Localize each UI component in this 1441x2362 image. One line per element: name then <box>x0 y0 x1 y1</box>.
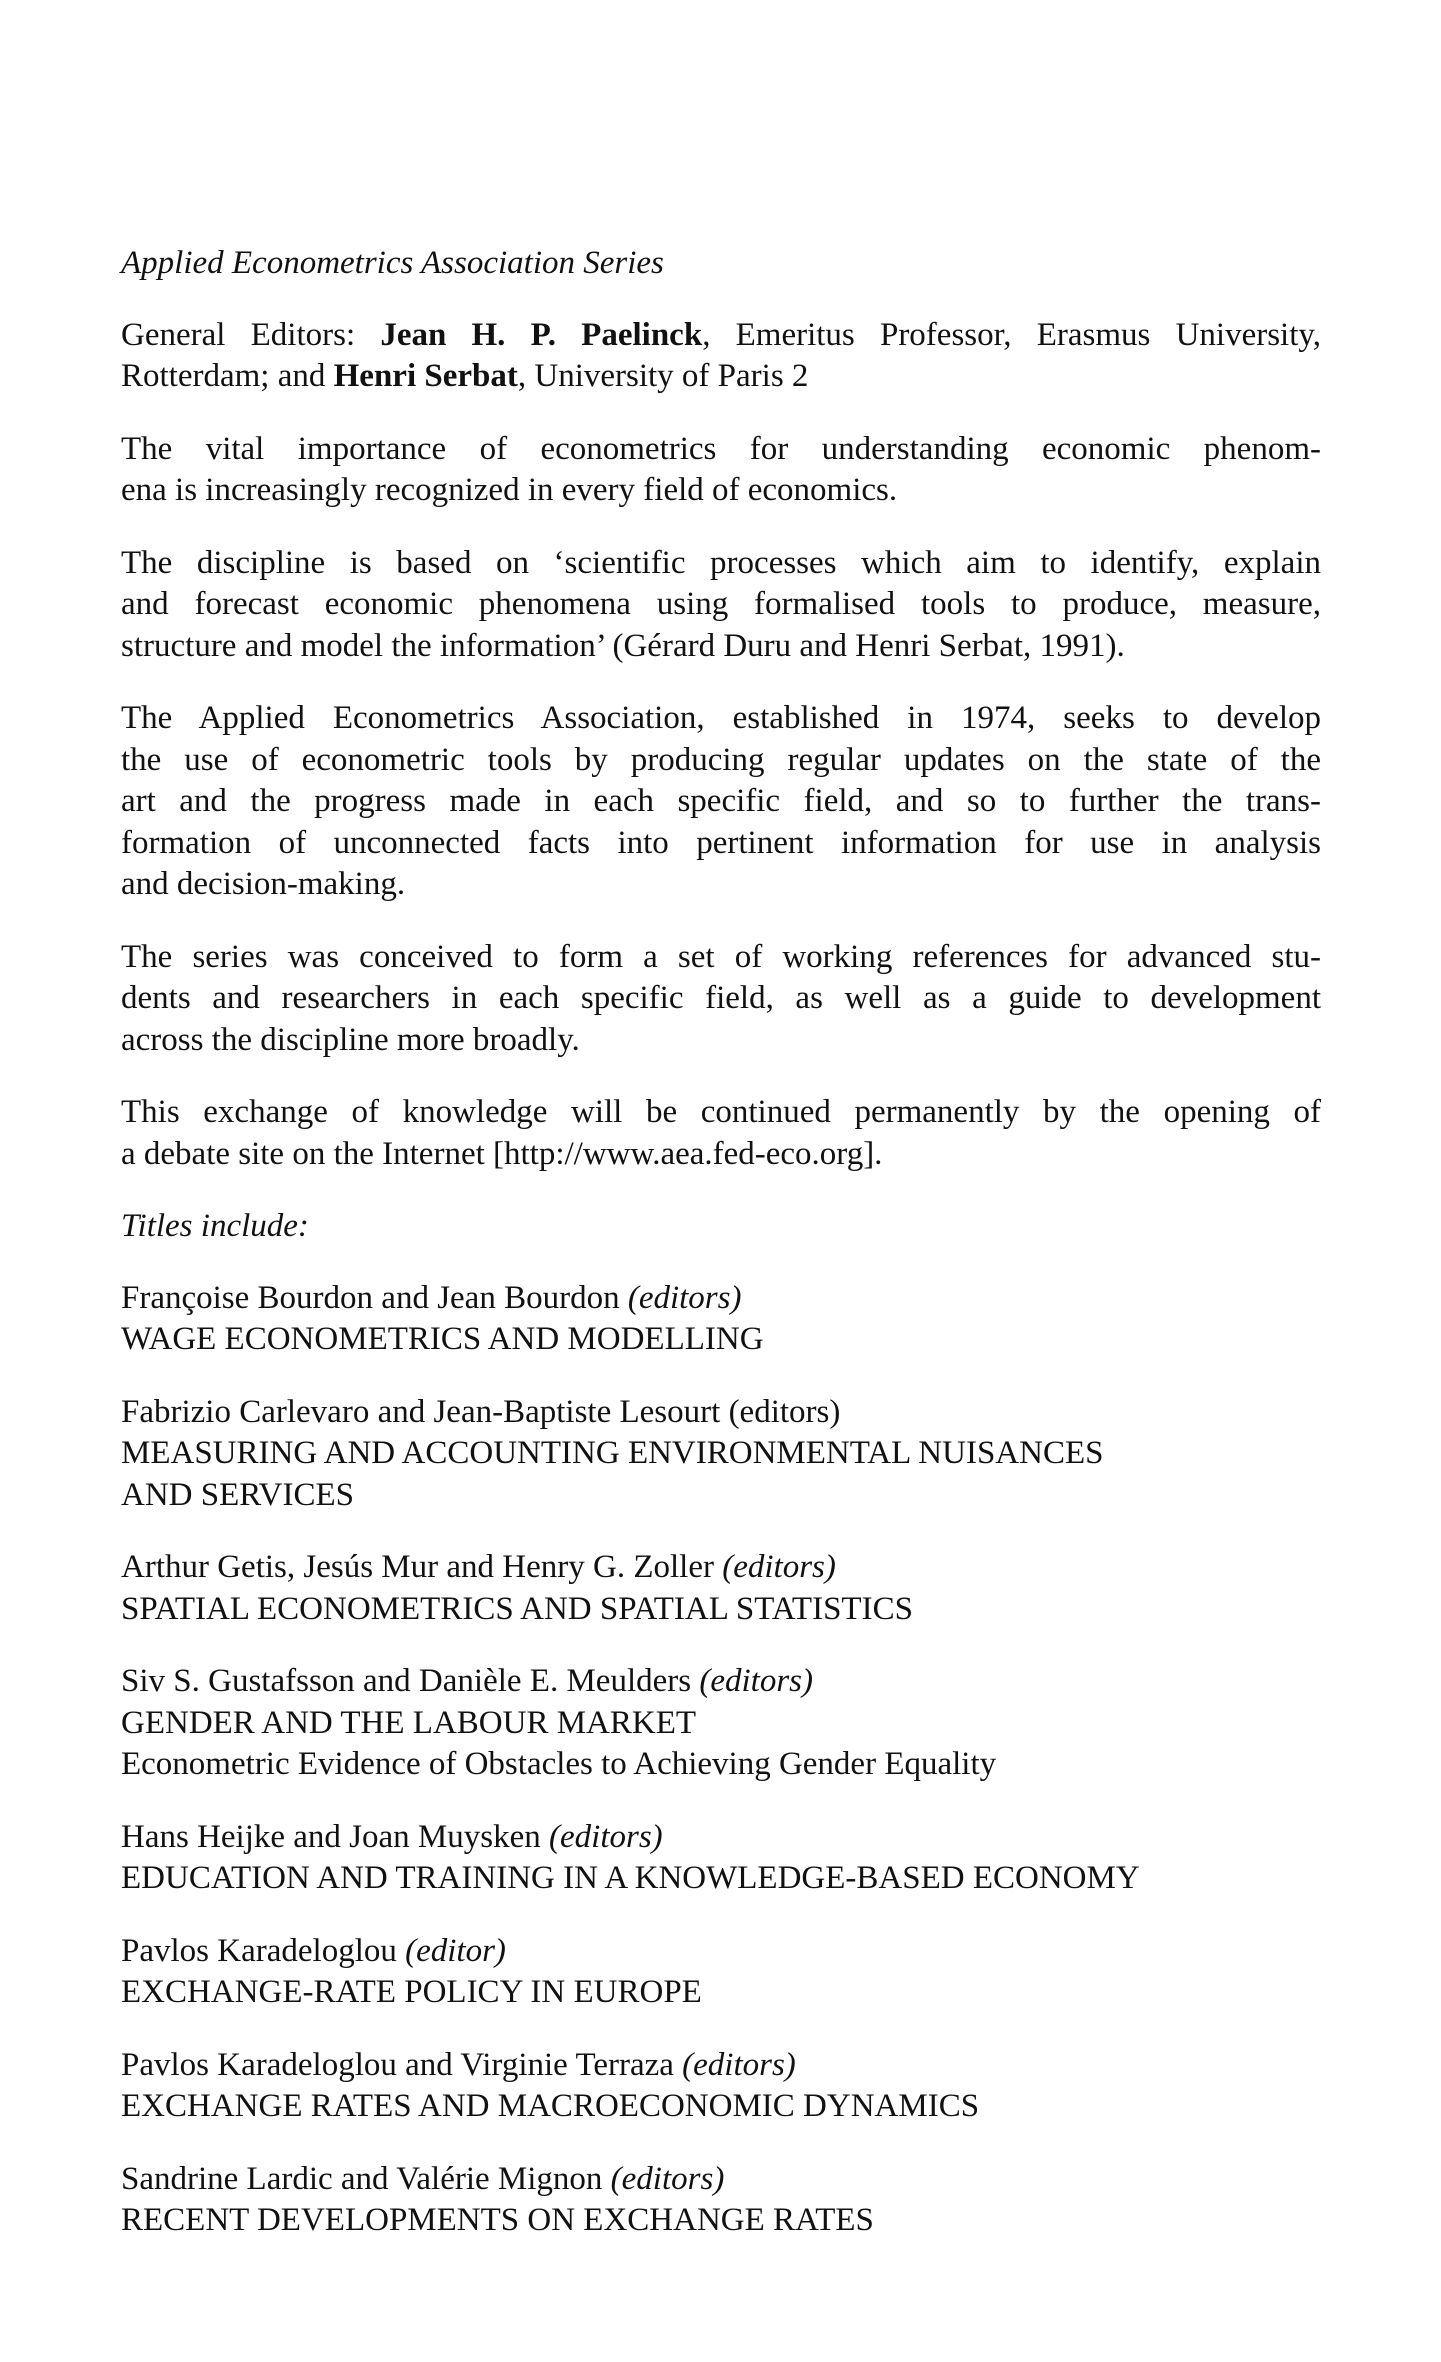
paragraph <box>121 429 1321 512</box>
editors-line-2 <box>121 356 1321 398</box>
title-entry <box>121 2159 1321 2242</box>
paragraph-line: The discipline is based on ‘scientific processes which aim to identify, explain <box>121 544 1321 581</box>
title-entry <box>121 2045 1321 2128</box>
book-title-line: AND SERVICES <box>121 1476 354 1513</box>
title-entry <box>121 1661 1321 1786</box>
title-authors-line <box>121 1392 1321 1434</box>
authors: Françoise Bourdon and Jean Bourdon <box>121 1279 628 1316</box>
title-entry <box>121 1817 1321 1900</box>
document-page <box>121 243 1321 2273</box>
editor-role: (editors) <box>728 1393 841 1430</box>
title-authors-line <box>121 2159 1321 2201</box>
title-entry <box>121 1547 1321 1630</box>
editors-prefix: General Editors: <box>121 316 381 353</box>
body-paragraphs <box>121 429 1321 1176</box>
editor-role: (editors) <box>722 1549 836 1585</box>
series-title <box>121 243 1321 285</box>
editor-name: Jean H. P. Paelinck <box>380 316 703 353</box>
paragraph-line: a debate site on the Internet [http://www.aea.fed-eco.org]. <box>121 1135 883 1172</box>
paragraph <box>121 698 1321 906</box>
paragraph-line: across the discipline more broadly. <box>121 1021 580 1058</box>
authors: Pavlos Karadeloglou and Virginie Terraza <box>121 2046 683 2083</box>
editor-name: Henri Serbat <box>333 358 518 394</box>
paragraph-line: The Applied Econometrics Association, established in 1974, seeks to develop <box>121 700 1321 736</box>
paragraph-line: The vital importance of econometrics for understanding economic phenom- <box>121 430 1321 467</box>
authors: Siv S. Gustafsson and Danièle E. Meulders <box>121 1663 700 1699</box>
title-authors-line <box>121 1278 1321 1320</box>
title-authors-line <box>121 1661 1321 1703</box>
titles-list <box>121 1278 1321 2242</box>
book-title-line: EDUCATION AND TRAINING IN A KNOWLEDGE-BASED ECONOMY <box>121 1860 1140 1896</box>
paragraph-line: art and the progress made in each specific field, and so to further the trans- <box>121 783 1321 819</box>
editor-role: (editors) <box>549 1818 663 1855</box>
book-title-line: MEASURING AND ACCOUNTING ENVIRONMENTAL NUISANCES <box>121 1435 1104 1471</box>
editor-affiliation: Rotterdam; and <box>121 358 334 394</box>
paragraph-line: The series was conceived to form a set of working references for advanced stu- <box>121 938 1321 975</box>
titles-heading-text: Titles include: <box>121 1208 309 1244</box>
title-entry <box>121 1392 1321 1517</box>
title-authors-line <box>121 1817 1321 1859</box>
paragraph <box>121 543 1321 668</box>
book-title-line: Econometric Evidence of Obstacles to Achieving Gender Equality <box>121 1746 997 1782</box>
series-title-text: Applied Econometrics Association Series <box>121 245 664 281</box>
paragraph <box>121 937 1321 1062</box>
editor-affiliation: , University of Paris 2 <box>517 358 809 394</box>
book-title-line: EXCHANGE-RATE POLICY IN EUROPE <box>121 1974 702 2010</box>
authors: Hans Heijke and Joan Muysken <box>121 1818 550 1855</box>
authors: Arthur Getis, Jesús Mur and Henry G. Zoller <box>121 1549 723 1585</box>
editor-role: (editors) <box>627 1279 742 1316</box>
title-entry <box>121 1931 1321 2014</box>
book-title-line: WAGE ECONOMETRICS AND MODELLING <box>121 1321 764 1357</box>
editor-role: (editors) <box>682 2046 796 2083</box>
title-authors-line <box>121 1931 1321 1973</box>
paragraph-line: formation of unconnected facts into pertinent information for use in analysis <box>121 824 1321 861</box>
general-editors <box>121 315 1321 398</box>
book-title-line: SPATIAL ECONOMETRICS AND SPATIAL STATISTICS <box>121 1590 913 1627</box>
authors: Sandrine Lardic and Valérie Mignon <box>121 2160 611 2197</box>
paragraph <box>121 1092 1321 1175</box>
paragraph-line: the use of econometric tools by producing regular updates on the state of the <box>121 741 1321 778</box>
editor-role: (editors) <box>610 2160 725 2197</box>
book-title-line: GENDER AND THE LABOUR MARKET <box>121 1704 697 1741</box>
paragraph-line: dents and researchers in each specific field, as well as a guide to development <box>121 980 1321 1016</box>
editor-affiliation: , Emeritus Professor, Erasmus University, <box>702 316 1321 353</box>
book-title-line: RECENT DEVELOPMENTS ON EXCHANGE RATES <box>121 2202 874 2238</box>
authors: Fabrizio Carlevaro and Jean-Baptiste Lesourt <box>121 1393 729 1430</box>
title-authors-line <box>121 1547 1321 1589</box>
paragraph-line: structure and model the information’ (Gérard Duru and Henri Serbat, 1991). <box>121 627 1125 664</box>
titles-heading <box>121 1206 1321 1248</box>
editor-role: (editor) <box>405 1932 506 1969</box>
paragraph-line: and decision-making. <box>121 866 406 902</box>
authors: Pavlos Karadeloglou <box>121 1932 406 1969</box>
editor-role: (editors) <box>699 1663 813 1699</box>
book-title-line: EXCHANGE RATES AND MACROECONOMIC DYNAMICS <box>121 2088 980 2124</box>
title-entry <box>121 1278 1321 1361</box>
paragraph-line: ena is increasingly recognized in every field of economics. <box>121 472 898 508</box>
paragraph-line: and forecast economic phenomena using formalised tools to produce, measure, <box>121 586 1321 622</box>
editors-line-1 <box>121 315 1321 357</box>
paragraph-line: This exchange of knowledge will be continued permanently by the opening of <box>121 1094 1321 1130</box>
title-authors-line <box>121 2045 1321 2087</box>
